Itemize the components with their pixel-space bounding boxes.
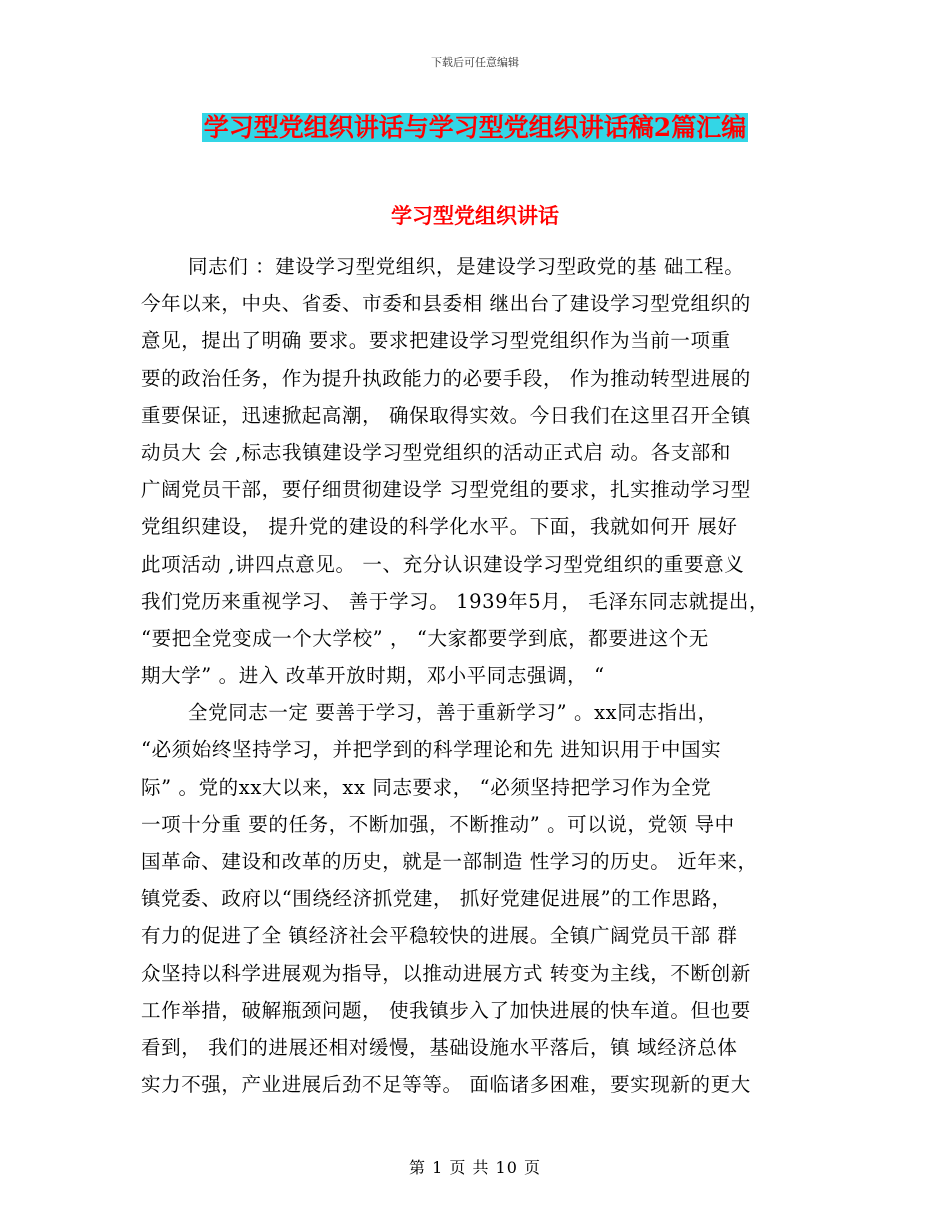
paragraph-line: 有力的促进了全 镇经济社会平稳较快的进展。全镇广阔党员干部 群 <box>141 924 738 948</box>
document-title <box>0 111 950 145</box>
paragraph-line: 工作举措，破解瓶颈问题， 使我镇步入了加快进展的快车道。但也要 <box>141 998 751 1022</box>
paragraph-line: 同志们 ：建设学习型党组织，是建设学习型政党的基 础工程。 <box>188 255 745 278</box>
page-footer: 第 1 页 共 10 页 <box>409 1158 541 1177</box>
body-text <box>141 248 813 1103</box>
document-title-text: 学习型党组织讲话与学习型党组织讲话稿2篇汇编 <box>203 113 747 142</box>
paragraph-line: 广阔党员干部，要仔细贯彻建设学 习型党组的要求，扎实推动学习型 <box>141 478 751 502</box>
paragraph-line: 期大学” 。进入 改革开放时期，邓小平同志强调， “ <box>141 664 605 688</box>
paragraph-line: 此项活动 ,讲四点意见。 一、充分认识建设学习型党组织的重要意义 <box>141 552 745 576</box>
paragraph-line: 际” 。党的xx大以来，xx 同志要求， “必须坚持把学习作为全党 <box>141 775 712 799</box>
paragraph-line: 要的政治任务，作为提升执政能力的必要手段， 作为推动转型进展的 <box>141 366 751 390</box>
paragraph-line: 意见，提出了明确 要求。要求把建设学习型党组织作为当前一项重 <box>141 329 731 353</box>
paragraph-line: 镇党委、政府以“围绕经济抓党建， 抓好党建促进展”的工作思路， <box>141 887 732 911</box>
paragraph-line: 看到， 我们的进展还相对缓慢，基础设施水平落后，镇 域经济总体 <box>141 1035 738 1059</box>
paragraph-line: 国革命、建设和改革的历史，就是一部制造 性学习的历史。 近年来， <box>141 850 758 873</box>
paragraph-line: 动员大 会 ,标志我镇建设学习型党组织的活动正式启 动。各支部和 <box>141 440 731 464</box>
paragraph-line: “要把全党变成一个大学校” ， “大家都要学到底，都要进这个无 <box>141 626 709 650</box>
header-note: 下载后可任意编辑 <box>431 56 519 69</box>
paragraph-line: 重要保证，迅速掀起高潮， 确保取得实效。今日我们在这里召开全镇 <box>141 403 751 427</box>
paragraph-line: 众坚持以科学进展观为指导，以推动进展方式 转变为主线，不断创新 <box>141 961 751 985</box>
paragraph-line: “必须始终坚持学习，并把学到的科学理论和先 进知识用于中国实 <box>141 738 722 762</box>
paragraph-line: 今年以来，中央、省委、市委和县委相 继出台了建设学习型党组织的 <box>141 292 751 316</box>
section-title: 学习型党组织讲话 <box>391 203 559 228</box>
paragraph-line: 党组织建设， 提升党的建设的科学化水平。下面，我就如何开 展好 <box>141 515 738 539</box>
paragraph-line: 实力不强，产业进展后劲不足等等。 面临诸多困难，要实现新的更大 <box>141 1073 751 1097</box>
paragraph-line: 一项十分重 要的任务，不断加强，不断推动” 。可以说，党领 导中 <box>141 812 735 836</box>
paragraph-line: 我们党历来重视学习、 善于学习。 1939年5月， 毛泽东同志就提出， <box>141 589 770 613</box>
paragraph-line: 全党同志一定 要善于学习，善于重新学习” 。xx同志指出， <box>188 701 718 725</box>
